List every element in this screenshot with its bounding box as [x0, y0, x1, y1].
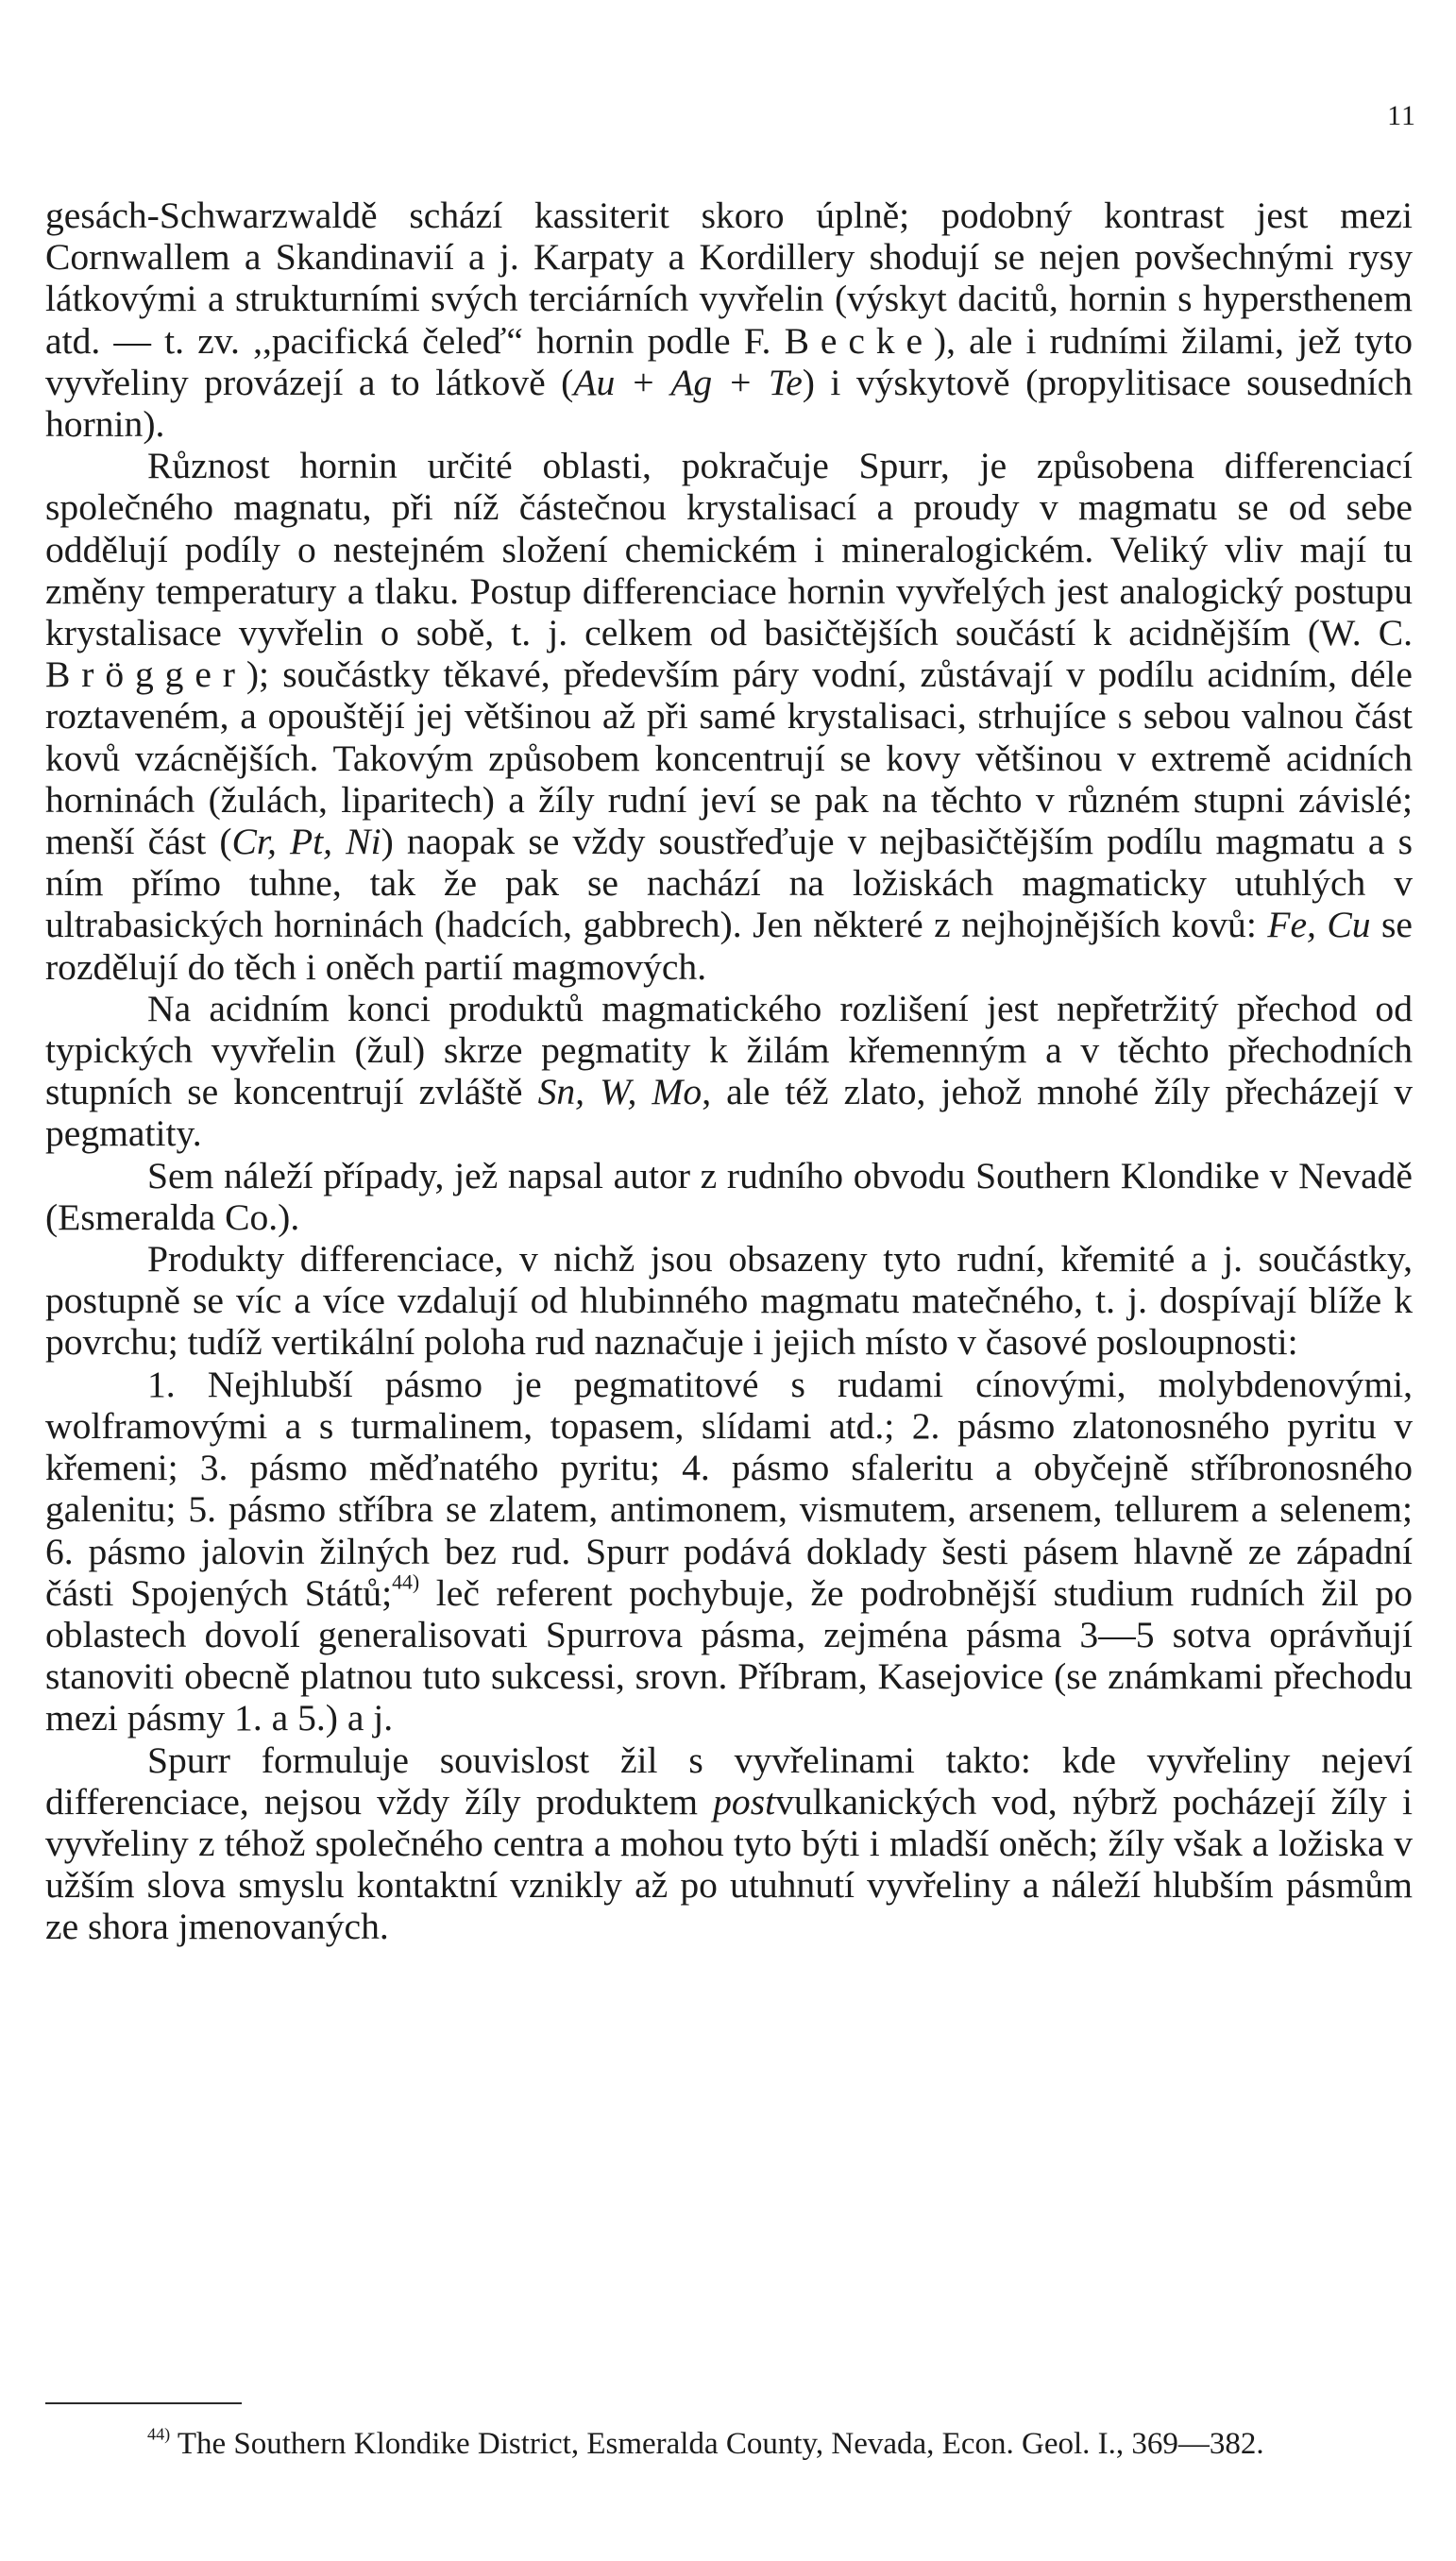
text-segment: Produkty differenciace, v nichž jsou obsazeny tyto rudní, křemité a j. součástky, postupně se víc a více vzdalují od hlubinného magmatu matečného, t. j. dospívají blíže k povrchu; tudíž vertikální poloha rud naznačuje i jejich místo v časové posloupnosti:	[45, 1238, 1413, 1364]
text-segment: leč referent pochybuje, že podrobnější studium rudních žil po oblastech dovolí generalisovati Spurrova pásma, zejména pásma 3—5 sotva oprávňují stanoviti obecně platnou tuto sukcessi, srovn. Příbram, Kasejovice (se známkami přechodu mezi pásmy 1. a 5.) a j.	[45, 1571, 1413, 1739]
paragraph-6	[45, 1364, 1413, 1739]
paragraph-7	[45, 1739, 1413, 1948]
text-segment: ) i výskytově (propylitisace sousedních hornin).	[45, 361, 1414, 446]
text-segment: Různost hornin určité oblasti, pokračuje Spurr, je způsobena differenciací společného magnatu, při níž částečnou krystalisací a proudy v magmatu se od sebe oddělují podíly o nestejném složení chemickém i mineralogickém. Veliký vliv mají tu změny temperatury a tlaku. Postup differenciace hornin vyvřelých jest analogický postupu krystalisace vyvřelin o sobě, t. j. celkem od basičtějších součástí k acidnějším (W. C.	[45, 445, 1413, 654]
text-segment: gesách-Schwarzwaldě schází kassiterit skoro úplně; podobný kontrast jest mezi Cornwallem a Skandinavií a j. Karpaty a Kordillery shodují se nejen povšechnými rysy látkovými a strukturními svých terciárních vyvřelin (výskyt dacitů, hornin s hypersthenem atd. — t. zv. ,,pacifická čeleď“ hornin podle F.	[45, 195, 1413, 362]
chemical-elements: Cr, Pt, Ni	[231, 821, 381, 863]
text-segment: ); součástky těkavé, především páry vodní, zůstávají v podílu acidním, déle roztaveném, a opouštějí jej většinou až při samé krystalisaci, strhujíce s sebou valnou část kovů vzácnějších. Takovým způsobem koncentrují se kovy většinou v extremě acidních horninách (žulách, liparitech) a žíly rudní jeví se pak na těchto v různém stupni závislé; menší část (	[45, 653, 1413, 863]
paragraph-5	[45, 1238, 1413, 1364]
footnote-text: The Southern Klondike District, Esmeralda County, Nevada, Econ. Geol. I., 369—382.	[170, 2427, 1264, 2461]
text-segment: se rozdělují do těch i oněch partií magmových.	[45, 904, 1413, 988]
text-segment: 1. Nejhlubší pásmo je pegmatitové s rudami cínovými, molybdenovými, wolframovými a s turmalinem, topasem, slídami atd.; 2. pásmo zlatonosného pyritu v křemeni; 3. pásmo měďnatého pyritu; 4. pásmo sfaleritu a obyčejně stříbronosného galenitu; 5. pásmo stříbra se zlatem, antimonem, vismutem, arsenem, tellurem a selenem; 6. pásmo jalovin žilných bez rud. Spurr podává doklady šesti pásem hlavně ze západní části Spojených Států;	[45, 1363, 1413, 1614]
text-segment: ) naopak se vždy soustřeďuje v nejbasičtějším podílu magmatu a s ním přímo tuhne, tak že pak se nachází na ložiskách magmaticky utuhlých v ultrabasických horninách (hadcích, gabbrech). Jen některé z nejhojnějších kovů:	[45, 821, 1413, 946]
chemical-formula: Au + Ag + Te	[573, 361, 803, 403]
footnote-divider	[45, 2402, 242, 2404]
text-segment: Sem náleží případy, jež napsal autor z rudního obvodu Southern Klondike v Nevadě (Esmeralda Co.).	[45, 1154, 1413, 1238]
paragraph-1	[45, 195, 1413, 445]
paragraph-4	[45, 1155, 1413, 1238]
chemical-elements: Sn, W, Mo	[537, 1071, 703, 1113]
paragraph-2	[45, 445, 1413, 988]
text-segment: ), ale i rudními žilami, jež tyto vyvřeliny provázejí a to látkově (	[45, 319, 1413, 403]
footnote-reference: 44)	[392, 1570, 420, 1594]
text-segment: Na acidním konci produktů magmatického rozlišení jest nepřetržitý přechod od typických vyvřelin (žul) skrze pegmatity k žilám křemenným a v těchto přechodních stupních se koncentrují zvláště	[45, 987, 1413, 1113]
text-segment: Spurr formuluje souvislost žil s vyvřelinami takto: kde vyvřeliny nejeví differenciace, nejsou vždy žíly produktem	[45, 1738, 1413, 1823]
italic-prefix: post	[713, 1780, 776, 1823]
text-segment: , ale též zlato, jehož mnohé žíly přecházejí v pegmatity.	[45, 1071, 1414, 1155]
spaced-author-name: Becke	[784, 319, 934, 362]
page-number: 11	[1387, 100, 1416, 131]
body-text	[45, 195, 1413, 1948]
text-segment: vulkanických vod, nýbrž pocházejí žíly i vyvřeliny z téhož společného centra a mohou tyto býti i mladší oněch; žíly však a ložiska v užším slova smyslu kontaktní vznikly až po utuhnutí vyvřeliny a náleží hlubším pásmům ze shora jmenovaných.	[45, 1780, 1413, 1948]
footnote	[45, 2425, 1413, 2463]
chemical-elements: Fe, Cu	[1267, 904, 1371, 946]
footnote-marker: 44)	[147, 2424, 171, 2444]
paragraph-3	[45, 988, 1413, 1155]
spaced-author-name: Brögger	[45, 653, 246, 696]
